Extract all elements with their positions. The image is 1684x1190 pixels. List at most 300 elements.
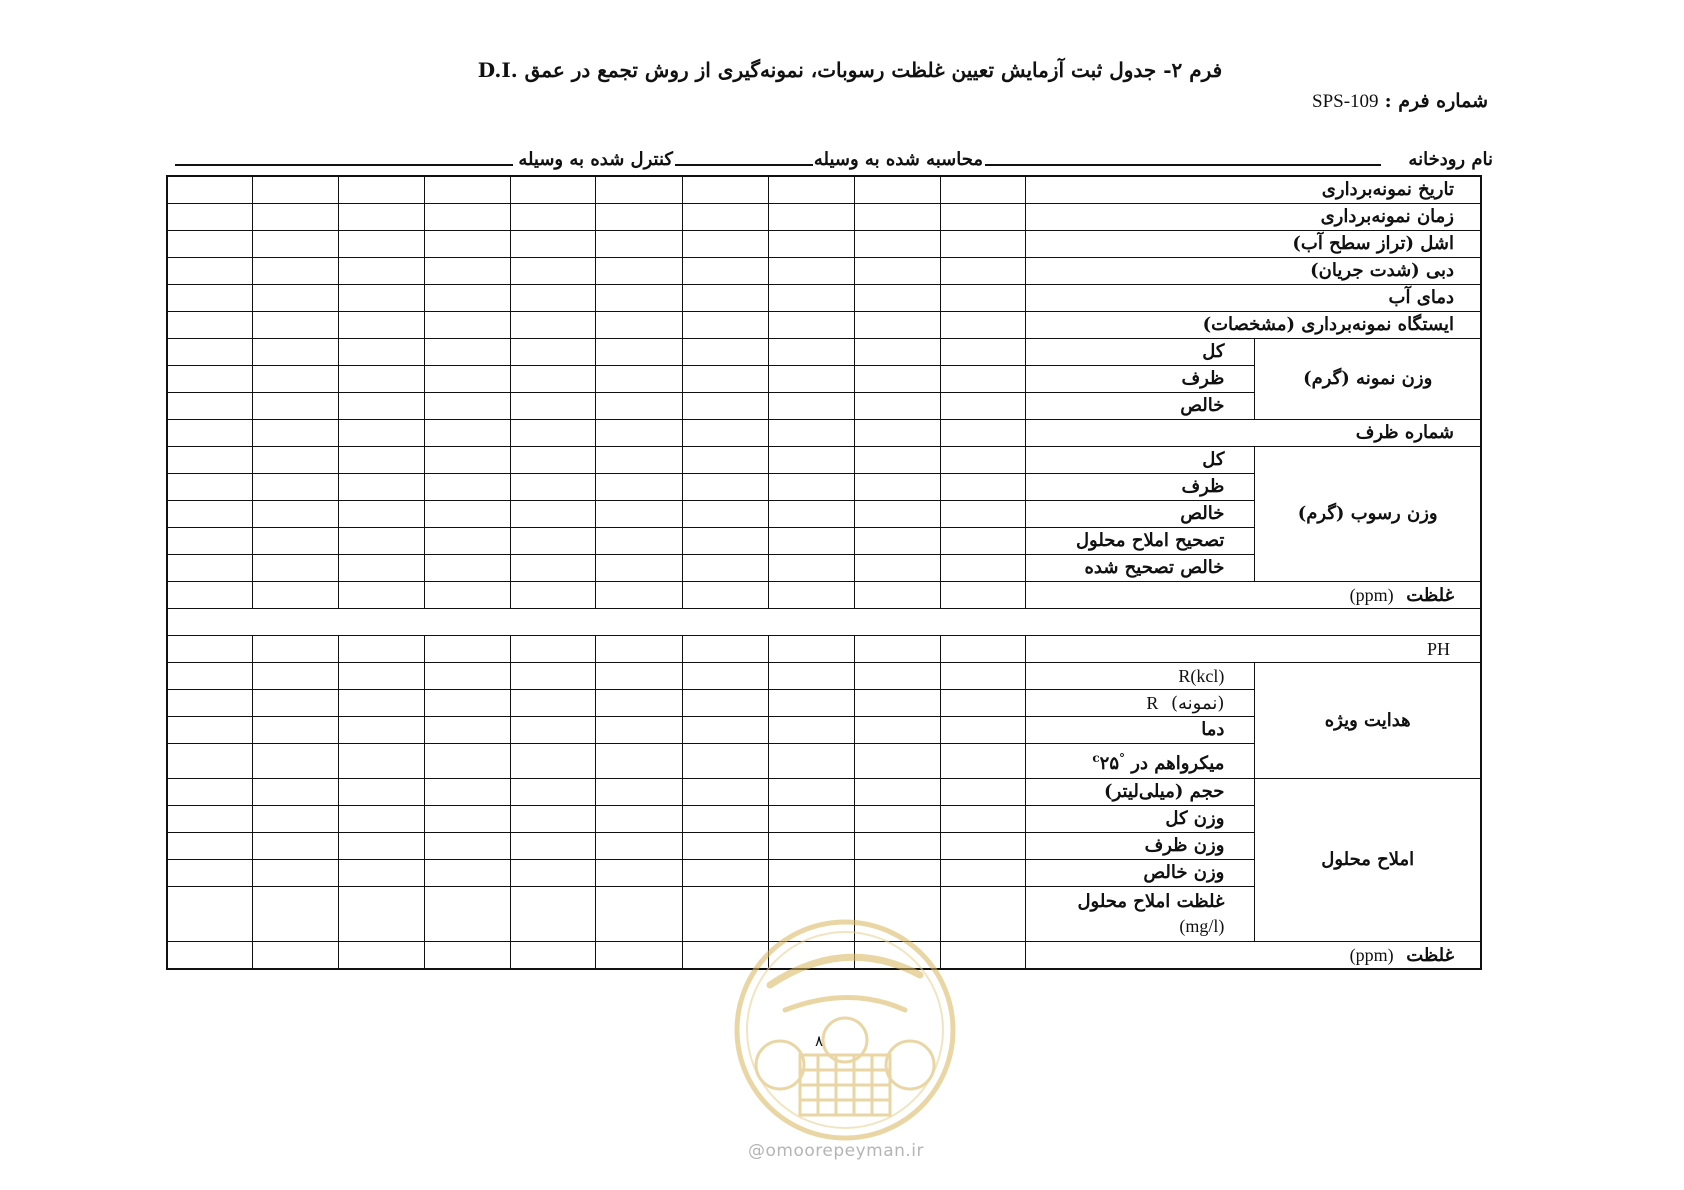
data-cell[interactable] — [339, 636, 425, 663]
data-cell[interactable] — [253, 555, 339, 582]
data-cell[interactable] — [940, 231, 1026, 258]
salt-concentration-label: غلظت املاح محلول — [1077, 891, 1225, 912]
checked-by-label: کنترل شده به وسیله — [518, 149, 673, 170]
data-cell[interactable] — [596, 717, 683, 744]
data-cell[interactable] — [339, 744, 425, 779]
data-cell[interactable] — [167, 663, 253, 690]
data-cell[interactable] — [253, 474, 339, 501]
data-cell[interactable] — [510, 501, 596, 528]
data-cell[interactable] — [339, 339, 425, 366]
group-label-sample-weight: وزن نمونه (گرم) — [1255, 339, 1481, 420]
data-cell[interactable] — [854, 176, 940, 204]
data-cell[interactable] — [167, 176, 253, 204]
data-cell[interactable] — [167, 806, 253, 833]
data-cell[interactable] — [424, 860, 510, 887]
row-label-volume: حجم (میلی‌لیتر) — [1026, 779, 1255, 806]
data-cell[interactable] — [253, 744, 339, 779]
data-cell[interactable] — [940, 420, 1026, 447]
data-cell[interactable] — [940, 285, 1026, 312]
data-cell[interactable] — [683, 860, 769, 887]
data-cell[interactable] — [940, 474, 1026, 501]
data-cell[interactable] — [596, 806, 683, 833]
data-cell[interactable] — [683, 176, 769, 204]
data-cell[interactable] — [167, 204, 253, 231]
data-cell[interactable] — [424, 887, 510, 942]
data-cell[interactable] — [510, 312, 596, 339]
data-cell[interactable] — [683, 447, 769, 474]
data-cell[interactable] — [339, 663, 425, 690]
data-cell[interactable] — [596, 690, 683, 717]
data-cell[interactable] — [339, 555, 425, 582]
data-cell[interactable] — [339, 474, 425, 501]
data-cell[interactable] — [253, 582, 339, 609]
data-cell[interactable] — [510, 285, 596, 312]
data-cell[interactable] — [854, 339, 940, 366]
data-cell[interactable] — [683, 690, 769, 717]
table-row — [167, 447, 1481, 474]
data-cell[interactable] — [940, 501, 1026, 528]
data-cell[interactable] — [253, 204, 339, 231]
data-cell[interactable] — [854, 636, 940, 663]
data-cell[interactable] — [768, 285, 854, 312]
data-cell[interactable] — [683, 663, 769, 690]
data-cell[interactable] — [683, 636, 769, 663]
data-cell[interactable] — [424, 528, 510, 555]
data-cell[interactable] — [510, 258, 596, 285]
data-cell[interactable] — [940, 528, 1026, 555]
data-cell[interactable] — [854, 690, 940, 717]
data-cell[interactable] — [683, 312, 769, 339]
data-cell[interactable] — [253, 366, 339, 393]
data-cell[interactable] — [253, 285, 339, 312]
data-cell[interactable] — [339, 285, 425, 312]
salt-concentration-unit: (mg/l) — [1179, 916, 1225, 936]
data-cell[interactable] — [683, 717, 769, 744]
data-cell[interactable] — [339, 690, 425, 717]
data-cell[interactable] — [768, 860, 854, 887]
data-cell[interactable] — [683, 366, 769, 393]
data-cell[interactable] — [253, 176, 339, 204]
data-cell[interactable] — [683, 420, 769, 447]
micromho-value: ۲۵ — [1099, 753, 1120, 774]
data-cell[interactable] — [424, 690, 510, 717]
data-cell[interactable] — [167, 447, 253, 474]
data-cell[interactable] — [683, 833, 769, 860]
data-cell[interactable] — [596, 744, 683, 779]
data-cell[interactable] — [253, 231, 339, 258]
data-cell[interactable] — [167, 501, 253, 528]
data-cell[interactable] — [339, 833, 425, 860]
data-cell[interactable] — [596, 860, 683, 887]
data-cell[interactable] — [510, 582, 596, 609]
data-cell[interactable] — [854, 258, 940, 285]
data-cell[interactable] — [510, 366, 596, 393]
data-cell[interactable] — [596, 528, 683, 555]
data-cell[interactable] — [683, 339, 769, 366]
data-cell[interactable] — [424, 176, 510, 204]
row-label-gauge-height: اشل (تراز سطح آب) — [1026, 231, 1481, 258]
data-cell[interactable] — [167, 555, 253, 582]
data-cell[interactable] — [253, 636, 339, 663]
data-cell[interactable] — [596, 833, 683, 860]
data-cell[interactable] — [683, 501, 769, 528]
data-cell[interactable] — [424, 393, 510, 420]
data-cell[interactable] — [940, 204, 1026, 231]
data-cell[interactable] — [940, 582, 1026, 609]
data-cell[interactable] — [424, 447, 510, 474]
data-cell[interactable] — [596, 231, 683, 258]
data-cell[interactable] — [596, 176, 683, 204]
row-label-r-sample — [1026, 690, 1255, 717]
data-cell[interactable] — [424, 339, 510, 366]
data-cell[interactable] — [253, 860, 339, 887]
data-cell[interactable] — [596, 887, 683, 942]
data-cell[interactable] — [339, 779, 425, 806]
data-cell[interactable] — [167, 285, 253, 312]
data-cell[interactable] — [253, 833, 339, 860]
checked-by-line[interactable] — [175, 164, 513, 166]
data-cell[interactable] — [339, 312, 425, 339]
data-cell[interactable] — [596, 942, 683, 970]
data-cell[interactable] — [510, 636, 596, 663]
data-cell[interactable] — [768, 555, 854, 582]
data-cell[interactable] — [683, 474, 769, 501]
data-cell[interactable] — [854, 285, 940, 312]
data-cell[interactable] — [424, 474, 510, 501]
data-cell[interactable] — [510, 663, 596, 690]
data-cell[interactable] — [253, 717, 339, 744]
data-cell[interactable] — [167, 231, 253, 258]
data-cell[interactable] — [339, 501, 425, 528]
row-label-sediment-net: خالص — [1026, 501, 1255, 528]
data-cell[interactable] — [854, 312, 940, 339]
data-cell[interactable] — [424, 312, 510, 339]
data-cell[interactable] — [339, 204, 425, 231]
data-cell[interactable] — [940, 744, 1026, 779]
data-cell[interactable] — [253, 663, 339, 690]
data-cell[interactable] — [940, 176, 1026, 204]
data-cell[interactable] — [167, 528, 253, 555]
data-cell[interactable] — [339, 176, 425, 204]
data-cell[interactable] — [768, 231, 854, 258]
row-label-ph: PH — [1026, 636, 1481, 663]
row-label-micromho — [1026, 744, 1255, 779]
data-cell[interactable] — [768, 833, 854, 860]
data-cell[interactable] — [167, 690, 253, 717]
data-cell[interactable] — [510, 690, 596, 717]
data-cell[interactable] — [510, 860, 596, 887]
row-label-net-corrected: خالص تصحیح شده — [1026, 555, 1255, 582]
data-cell[interactable] — [768, 806, 854, 833]
data-cell[interactable] — [167, 582, 253, 609]
data-cell[interactable] — [167, 744, 253, 779]
data-cell[interactable] — [940, 636, 1026, 663]
data-cell[interactable] — [768, 393, 854, 420]
data-cell[interactable] — [510, 717, 596, 744]
data-cell[interactable] — [854, 528, 940, 555]
data-cell[interactable] — [768, 663, 854, 690]
data-cell[interactable] — [596, 555, 683, 582]
data-cell[interactable] — [768, 636, 854, 663]
data-cell[interactable] — [596, 474, 683, 501]
data-cell[interactable] — [253, 942, 339, 970]
data-cell[interactable] — [167, 366, 253, 393]
data-cell[interactable] — [510, 447, 596, 474]
spacer-cell — [167, 609, 1481, 636]
data-cell[interactable] — [424, 501, 510, 528]
data-cell[interactable] — [339, 942, 425, 970]
data-cell[interactable] — [940, 806, 1026, 833]
data-cell[interactable] — [167, 474, 253, 501]
data-cell[interactable] — [854, 806, 940, 833]
data-cell[interactable] — [940, 312, 1026, 339]
data-cell[interactable] — [510, 420, 596, 447]
data-cell[interactable] — [768, 528, 854, 555]
data-cell[interactable] — [768, 339, 854, 366]
data-cell[interactable] — [768, 176, 854, 204]
data-cell[interactable] — [424, 582, 510, 609]
data-cell[interactable] — [596, 420, 683, 447]
data-cell[interactable] — [854, 366, 940, 393]
data-cell[interactable] — [253, 501, 339, 528]
data-cell[interactable] — [339, 447, 425, 474]
data-cell[interactable] — [768, 717, 854, 744]
data-cell[interactable] — [510, 555, 596, 582]
data-cell[interactable] — [683, 806, 769, 833]
data-cell[interactable] — [167, 779, 253, 806]
data-cell[interactable] — [768, 474, 854, 501]
data-cell[interactable] — [940, 447, 1026, 474]
data-cell[interactable] — [768, 366, 854, 393]
data-cell[interactable] — [424, 636, 510, 663]
row-label-concentration-2 — [1026, 942, 1481, 970]
data-cell[interactable] — [167, 258, 253, 285]
data-cell[interactable] — [339, 420, 425, 447]
data-cell[interactable] — [510, 942, 596, 970]
data-cell[interactable] — [167, 887, 253, 942]
data-cell[interactable] — [768, 779, 854, 806]
data-cell[interactable] — [510, 744, 596, 779]
table-row — [167, 285, 1481, 312]
data-cell[interactable] — [854, 779, 940, 806]
table-row — [167, 176, 1481, 204]
data-cell[interactable] — [167, 860, 253, 887]
data-cell[interactable] — [940, 366, 1026, 393]
data-cell[interactable] — [339, 366, 425, 393]
data-cell[interactable] — [253, 339, 339, 366]
data-cell[interactable] — [424, 663, 510, 690]
data-cell[interactable] — [167, 420, 253, 447]
data-cell[interactable] — [683, 204, 769, 231]
data-cell[interactable] — [339, 806, 425, 833]
data-cell[interactable] — [424, 285, 510, 312]
data-cell[interactable] — [683, 393, 769, 420]
data-cell[interactable] — [854, 744, 940, 779]
data-cell[interactable] — [940, 258, 1026, 285]
data-cell[interactable] — [596, 636, 683, 663]
data-cell[interactable] — [854, 393, 940, 420]
data-cell[interactable] — [768, 258, 854, 285]
group-label-dissolved-salts: املاح محلول — [1255, 779, 1481, 942]
data-cell[interactable] — [768, 744, 854, 779]
row-label-sample-net: خالص — [1026, 393, 1255, 420]
data-cell[interactable] — [424, 204, 510, 231]
data-cell[interactable] — [424, 806, 510, 833]
data-cell[interactable] — [510, 176, 596, 204]
data-cell[interactable] — [339, 582, 425, 609]
calculated-by-line[interactable] — [675, 164, 813, 166]
data-cell[interactable] — [683, 285, 769, 312]
r-sample-r: R — [1146, 692, 1159, 713]
data-cell[interactable] — [510, 528, 596, 555]
data-cell[interactable] — [596, 285, 683, 312]
table-row — [167, 204, 1481, 231]
data-cell[interactable] — [339, 860, 425, 887]
data-cell[interactable] — [510, 806, 596, 833]
data-cell[interactable] — [167, 942, 253, 970]
data-cell[interactable] — [940, 833, 1026, 860]
data-cell[interactable] — [596, 366, 683, 393]
data-cell[interactable] — [596, 258, 683, 285]
data-cell[interactable] — [596, 582, 683, 609]
data-cell[interactable] — [854, 663, 940, 690]
data-cell[interactable] — [424, 231, 510, 258]
data-cell[interactable] — [339, 393, 425, 420]
data-cell[interactable] — [768, 204, 854, 231]
data-cell[interactable] — [510, 339, 596, 366]
data-cell[interactable] — [596, 779, 683, 806]
data-cell[interactable] — [854, 501, 940, 528]
data-cell[interactable] — [253, 779, 339, 806]
data-cell[interactable] — [768, 582, 854, 609]
data-cell[interactable] — [339, 258, 425, 285]
data-cell[interactable] — [424, 555, 510, 582]
watermark-seal-icon — [730, 915, 960, 1145]
data-cell[interactable] — [768, 420, 854, 447]
data-cell[interactable] — [683, 744, 769, 779]
data-cell[interactable] — [424, 420, 510, 447]
data-cell[interactable] — [683, 555, 769, 582]
data-cell[interactable] — [253, 887, 339, 942]
data-cell[interactable] — [510, 393, 596, 420]
data-cell[interactable] — [253, 447, 339, 474]
data-cell[interactable] — [424, 779, 510, 806]
row-label-salt-concentration — [1026, 887, 1255, 942]
data-cell[interactable] — [683, 258, 769, 285]
data-cell[interactable] — [854, 204, 940, 231]
data-cell[interactable] — [510, 887, 596, 942]
data-cell[interactable] — [167, 833, 253, 860]
data-cell[interactable] — [339, 231, 425, 258]
watermark-logo — [730, 915, 960, 1145]
data-cell[interactable] — [596, 393, 683, 420]
data-cell[interactable] — [596, 204, 683, 231]
data-cell[interactable] — [253, 690, 339, 717]
data-cell[interactable] — [167, 339, 253, 366]
data-cell[interactable] — [854, 717, 940, 744]
data-cell[interactable] — [253, 393, 339, 420]
spacer-row — [167, 609, 1481, 636]
data-cell[interactable] — [167, 312, 253, 339]
data-cell[interactable] — [854, 860, 940, 887]
data-cell[interactable] — [510, 779, 596, 806]
data-cell[interactable] — [854, 474, 940, 501]
group-label-sediment-weight: وزن رسوب (گرم) — [1255, 447, 1481, 582]
data-cell[interactable] — [940, 393, 1026, 420]
form-number — [1312, 90, 1488, 113]
data-cell[interactable] — [167, 636, 253, 663]
data-cell[interactable] — [339, 717, 425, 744]
data-cell[interactable] — [253, 258, 339, 285]
data-cell[interactable] — [940, 717, 1026, 744]
data-cell[interactable] — [596, 501, 683, 528]
data-cell[interactable] — [253, 312, 339, 339]
data-cell[interactable] — [940, 555, 1026, 582]
data-cell[interactable] — [854, 833, 940, 860]
data-cell[interactable] — [253, 420, 339, 447]
data-cell[interactable] — [940, 339, 1026, 366]
group-label-conductivity: هدایت ویژه — [1255, 663, 1481, 779]
data-cell[interactable] — [167, 717, 253, 744]
row-label-sampling-date: تاریخ نمونه‌برداری — [1026, 176, 1481, 204]
data-cell[interactable] — [510, 204, 596, 231]
data-cell[interactable] — [510, 474, 596, 501]
data-cell[interactable] — [339, 528, 425, 555]
data-cell[interactable] — [854, 231, 940, 258]
data-cell[interactable] — [683, 582, 769, 609]
data-cell[interactable] — [940, 663, 1026, 690]
data-cell[interactable] — [683, 231, 769, 258]
page-number: ۸ — [815, 1032, 824, 1050]
row-label-sampling-time: زمان نمونه‌برداری — [1026, 204, 1481, 231]
data-cell[interactable] — [424, 366, 510, 393]
row-label-total-weight: وزن کل — [1026, 806, 1255, 833]
data-cell[interactable] — [854, 447, 940, 474]
data-cell[interactable] — [167, 393, 253, 420]
data-cell[interactable] — [683, 528, 769, 555]
data-cell[interactable] — [253, 806, 339, 833]
data-cell[interactable] — [424, 717, 510, 744]
data-cell[interactable] — [253, 528, 339, 555]
data-cell[interactable] — [424, 833, 510, 860]
data-cell[interactable] — [424, 942, 510, 970]
data-cell[interactable] — [510, 833, 596, 860]
data-cell[interactable] — [596, 339, 683, 366]
data-cell[interactable] — [596, 663, 683, 690]
data-cell[interactable] — [768, 501, 854, 528]
data-cell[interactable] — [510, 231, 596, 258]
data-cell[interactable] — [424, 744, 510, 779]
data-cell[interactable] — [854, 420, 940, 447]
data-cell[interactable] — [940, 690, 1026, 717]
data-cell[interactable] — [854, 582, 940, 609]
river-name-line[interactable] — [985, 164, 1381, 166]
data-cell[interactable] — [940, 779, 1026, 806]
data-cell[interactable] — [940, 860, 1026, 887]
data-cell[interactable] — [768, 447, 854, 474]
data-cell[interactable] — [683, 779, 769, 806]
data-cell[interactable] — [768, 312, 854, 339]
data-cell[interactable] — [854, 555, 940, 582]
data-cell[interactable] — [596, 312, 683, 339]
r-sample-word: (نمونه) — [1170, 692, 1225, 714]
data-cell[interactable] — [424, 258, 510, 285]
data-cell[interactable] — [768, 690, 854, 717]
table-row — [167, 258, 1481, 285]
data-cell[interactable] — [596, 447, 683, 474]
table-row — [167, 663, 1481, 690]
data-cell[interactable] — [339, 887, 425, 942]
